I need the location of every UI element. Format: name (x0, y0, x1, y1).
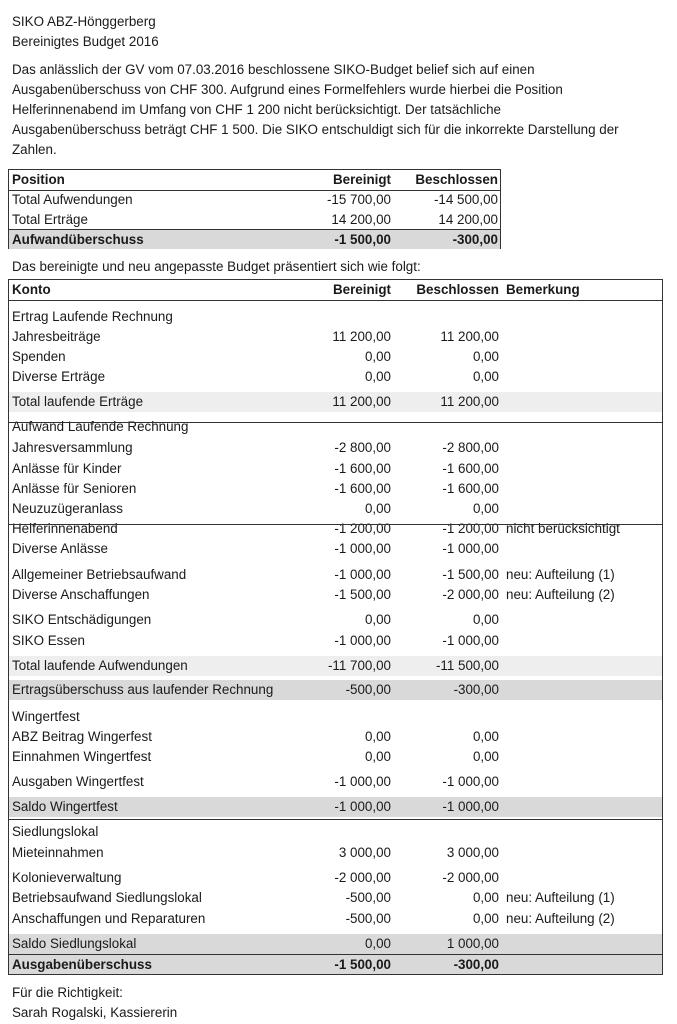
row-bereinigt: -1 500,00 (334, 232, 391, 247)
col-header-bereinigt: Bereinigt (332, 282, 391, 297)
row-bereinigt: 0,00 (364, 936, 391, 951)
row-label: Saldo Wingertfest (12, 799, 118, 814)
row-bereinigt: 14 200,00 (331, 212, 391, 227)
row-bereinigt: 11 200,00 (332, 329, 391, 344)
table-row (9, 909, 662, 929)
table-row (9, 347, 662, 367)
row-label: Diverse Anschaffungen (12, 587, 150, 602)
row-beschlossen: -1 000,00 (442, 799, 499, 814)
row-label: Siedlungslokal (12, 824, 99, 839)
budget-table (8, 279, 663, 975)
row-beschlossen: -1 000,00 (442, 541, 499, 556)
row-beschlossen: 0,00 (472, 890, 499, 905)
section-divider (9, 524, 662, 525)
row-bemerkung: neu: Aufteilung (1) (506, 890, 615, 905)
row-beschlossen: 0,00 (472, 501, 499, 516)
row-bereinigt: -1 500,00 (334, 587, 391, 602)
table-row (9, 210, 500, 230)
row-beschlossen: -11 500,00 (435, 658, 499, 673)
row-bereinigt: -1 000,00 (334, 774, 391, 789)
row-label: Total laufende Erträge (12, 394, 144, 409)
row-beschlossen: -2 800,00 (442, 440, 499, 455)
row-label: SIKO Essen (12, 633, 85, 648)
row-bereinigt: -500,00 (345, 890, 391, 905)
row-bereinigt: -2 000,00 (334, 870, 391, 885)
row-beschlossen: -1 600,00 (442, 481, 499, 496)
row-bereinigt: -1 000,00 (334, 567, 391, 582)
table-row (9, 680, 662, 700)
row-bereinigt: 0,00 (364, 612, 391, 627)
col-header-bemerkung: Bemerkung (506, 282, 580, 297)
table-row (9, 367, 662, 387)
row-bereinigt: -15 700,00 (326, 192, 391, 207)
row-label: Anlässe für Kinder (12, 461, 122, 476)
intro-line: Helferinnenabend im Umfang von CHF 1 200 nicht berücksichtigt. Der tatsächliche (12, 102, 502, 117)
row-bemerkung: neu: Aufteilung (2) (506, 587, 615, 602)
table-row (9, 843, 662, 863)
table-row (9, 479, 662, 499)
row-bemerkung: nicht berücksichtigt (506, 521, 620, 536)
row-bereinigt: -1 000,00 (334, 633, 391, 648)
table-row (9, 631, 662, 651)
row-beschlossen: 0,00 (472, 612, 499, 627)
row-label: Total laufende Aufwendungen (12, 658, 188, 673)
row-beschlossen: 0,00 (472, 749, 499, 764)
row-label: Jahresbeiträge (12, 329, 101, 344)
row-bereinigt: 0,00 (364, 369, 391, 384)
row-label: Total Aufwendungen (12, 192, 133, 207)
table-row (9, 822, 662, 842)
row-label: ABZ Beitrag Wingerfest (12, 729, 152, 744)
row-label: Saldo Siedlungslokal (12, 936, 137, 951)
table-row (9, 707, 662, 727)
row-bereinigt: -1 500,00 (334, 957, 391, 972)
row-beschlossen: 11 200,00 (440, 394, 499, 409)
row-label: Neuzuzügeranlass (12, 501, 123, 516)
row-label: Mieteinnahmen (12, 845, 104, 860)
row-beschlossen: 0,00 (472, 911, 499, 926)
budget-header-row (9, 280, 662, 301)
row-beschlossen: -1 500,00 (442, 567, 499, 582)
row-label: Ausgabenüberschuss (12, 957, 152, 972)
row-label: Betriebsaufwand Siedlungslokal (12, 890, 202, 905)
table-row (9, 747, 662, 767)
row-label: Diverse Anlässe (12, 541, 109, 556)
row-label: Anschaffungen und Reparaturen (12, 911, 206, 926)
table-row (9, 772, 662, 792)
table-row (9, 797, 662, 817)
row-beschlossen: -2 000,00 (442, 870, 499, 885)
intro-line: Ausgabenüberschuss von CHF 300. Aufgrund eines Formelfehlers wurde hierbei die Position (12, 82, 563, 97)
row-bereinigt: -1 600,00 (334, 461, 391, 476)
row-bereinigt: -1 200,00 (334, 521, 391, 536)
row-label: Helferinnenabend (12, 521, 118, 536)
row-label: Total Erträge (12, 212, 88, 227)
row-label: Ausgaben Wingertfest (12, 774, 144, 789)
row-label: Aufwand Laufende Rechnung (12, 419, 189, 434)
table-row (9, 656, 662, 676)
table-row (9, 499, 662, 519)
row-beschlossen: -1 000,00 (442, 633, 499, 648)
intro-line: Das anlässlich der GV vom 07.03.2016 beschlossene SIKO-Budget belief sich auf einen (12, 62, 535, 77)
row-label: Aufwandüberschuss (12, 232, 144, 247)
row-label: Kolonieverwaltung (12, 870, 122, 885)
row-beschlossen: 1 000,00 (446, 936, 499, 951)
row-bereinigt: 0,00 (364, 729, 391, 744)
table-total-row (9, 229, 500, 249)
row-bereinigt: -11 700,00 (327, 658, 391, 673)
row-label: Spenden (12, 349, 66, 364)
budget-intro-text: Das bereinigte und neu angepasste Budget präsentiert sich wie folgt: (12, 259, 421, 274)
section-divider (9, 954, 662, 955)
row-bemerkung: neu: Aufteilung (2) (506, 911, 615, 926)
row-bereinigt: -500,00 (345, 682, 391, 697)
col-header-beschlossen: Beschlossen (415, 172, 498, 187)
row-beschlossen: -14 500,00 (433, 192, 498, 207)
table-row (9, 392, 662, 412)
row-label: Ertrag Laufende Rechnung (12, 309, 173, 324)
row-label: Einnahmen Wingertfest (12, 749, 152, 764)
row-beschlossen: -300,00 (453, 682, 499, 697)
row-label: Jahresversammlung (12, 440, 133, 455)
row-beschlossen: -2 000,00 (442, 587, 499, 602)
col-header-position: Position (12, 172, 65, 187)
row-beschlossen: 0,00 (472, 349, 499, 364)
footer-line-1: Für die Richtigkeit: (12, 985, 123, 1000)
section-divider (9, 819, 662, 820)
table-row (9, 327, 662, 347)
row-label: Ertragsüberschuss aus laufender Rechnung (12, 682, 274, 697)
table-row (9, 565, 662, 585)
table-total-row (9, 955, 662, 974)
row-label: SIKO Entschädigungen (12, 612, 152, 627)
row-bereinigt: -1 000,00 (334, 541, 391, 556)
row-bemerkung: neu: Aufteilung (1) (506, 567, 615, 582)
row-bereinigt: -1 600,00 (334, 481, 391, 496)
intro-line: Ausgabenüberschuss beträgt CHF 1 500. Die SIKO entschuldigt sich für die inkorrekte Darstellung der (12, 122, 619, 137)
col-header-konto: Konto (12, 282, 51, 297)
table-row (9, 727, 662, 747)
row-label: Anlässe für Senioren (12, 481, 137, 496)
table-row (9, 888, 662, 908)
row-beschlossen: -300,00 (453, 957, 499, 972)
row-beschlossen: 11 200,00 (440, 329, 499, 344)
intro-line: Zahlen. (12, 142, 57, 157)
table-row (9, 868, 662, 888)
table-row (9, 307, 662, 327)
row-beschlossen: -1 600,00 (442, 461, 499, 476)
col-header-bereinigt: Bereinigt (332, 172, 391, 187)
footer-signature: Sarah Rogalski, Kassiererin (12, 1005, 178, 1020)
row-bereinigt: 0,00 (364, 749, 391, 764)
table-row (9, 539, 662, 559)
row-beschlossen: 0,00 (472, 369, 499, 384)
row-bereinigt: -2 800,00 (334, 440, 391, 455)
row-label: Wingertfest (12, 709, 80, 724)
document-subtitle: Bereinigtes Budget 2016 (12, 34, 159, 49)
summary-table (8, 169, 501, 249)
document-title: SIKO ABZ-Hönggerberg (12, 14, 156, 29)
row-beschlossen: 0,00 (472, 729, 499, 744)
summary-header-row (9, 170, 500, 191)
row-label: Diverse Erträge (12, 369, 106, 384)
table-row (9, 190, 500, 210)
table-row (9, 519, 662, 539)
row-beschlossen: -1 000,00 (442, 774, 499, 789)
row-bereinigt: -500,00 (345, 911, 391, 926)
table-row (9, 417, 662, 437)
table-row (9, 438, 662, 458)
row-bereinigt: 11 200,00 (332, 394, 391, 409)
row-beschlossen: -1 200,00 (442, 521, 499, 536)
table-row (9, 459, 662, 479)
table-row (9, 585, 662, 605)
row-bereinigt: 3 000,00 (338, 845, 391, 860)
row-beschlossen: -300,00 (452, 232, 498, 247)
row-bereinigt: 0,00 (364, 501, 391, 516)
section-divider (9, 422, 662, 423)
row-bereinigt: 0,00 (364, 349, 391, 364)
intro-paragraph (12, 60, 662, 160)
col-header-beschlossen: Beschlossen (416, 282, 499, 297)
row-label: Allgemeiner Betriebsaufwand (12, 567, 187, 582)
table-row (9, 934, 662, 954)
row-beschlossen: 14 200,00 (438, 212, 498, 227)
table-row (9, 610, 662, 630)
row-beschlossen: 3 000,00 (446, 845, 499, 860)
row-bereinigt: -1 000,00 (334, 799, 391, 814)
